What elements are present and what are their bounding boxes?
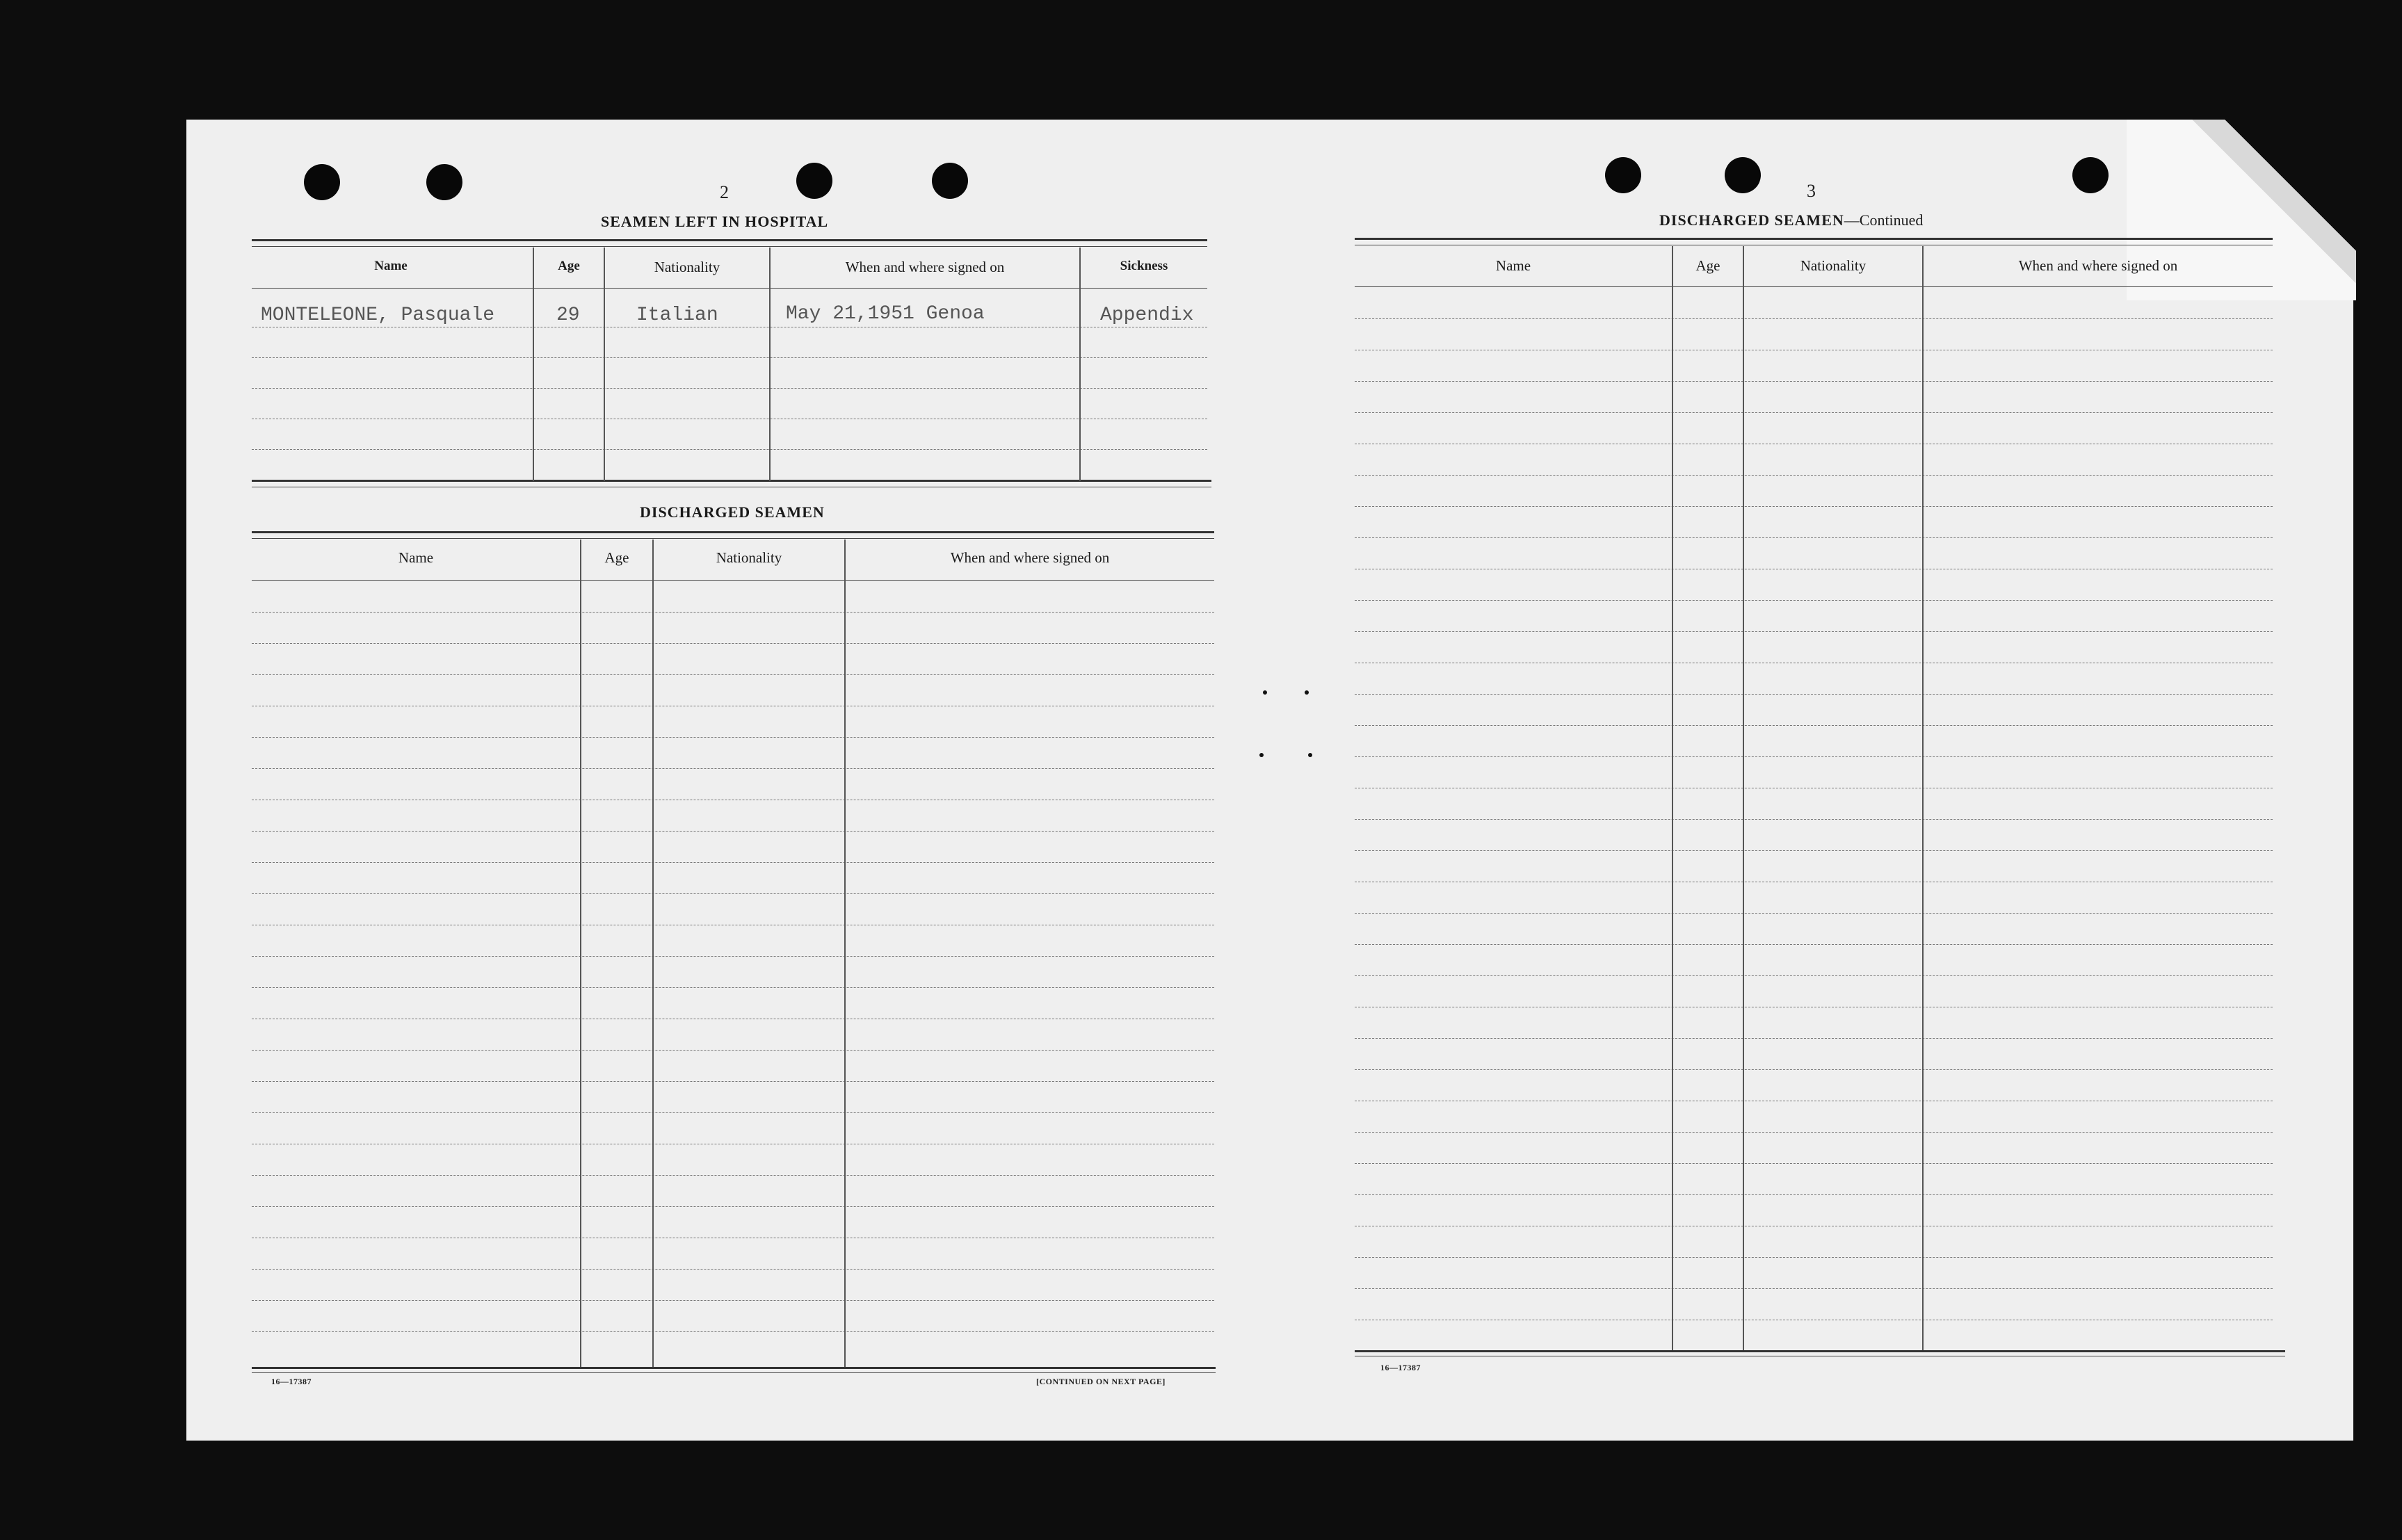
header-rule — [252, 288, 1207, 289]
col-divider — [1079, 248, 1081, 481]
col-header-age: Age — [558, 259, 580, 273]
col-header-sickness: Sickness — [1120, 259, 1168, 273]
col-divider — [604, 248, 605, 481]
entry-nationality: Italian — [636, 305, 718, 326]
col-header-name: Name — [374, 259, 408, 273]
col-divider — [580, 540, 581, 1368]
row-line — [252, 1175, 1214, 1176]
header-rule — [1355, 286, 2273, 287]
row-line — [252, 643, 1214, 644]
row-line — [1355, 756, 2273, 757]
rule — [252, 1367, 1216, 1369]
discharged-continued-title-main: DISCHARGED SEAMEN — [1659, 211, 1844, 229]
row-line — [1355, 506, 2273, 507]
row-line — [252, 893, 1214, 894]
row-line — [1355, 944, 2273, 945]
rule — [252, 531, 1214, 533]
row-line — [252, 674, 1214, 675]
entry-signed-on: May 21,1951 Genoa — [786, 303, 985, 325]
row-line — [1355, 1257, 2273, 1258]
ink-speck — [1263, 690, 1267, 695]
row-line — [1355, 537, 2273, 538]
col-header-signed-on: When and where signed on — [950, 549, 1110, 566]
rule — [1355, 238, 2273, 240]
punch-hole — [2072, 157, 2109, 193]
punch-hole — [426, 164, 462, 200]
ink-speck — [1308, 753, 1312, 757]
hospital-section-title: SEAMEN LEFT IN HOSPITAL — [601, 213, 829, 230]
punch-hole — [796, 163, 832, 199]
row-line — [252, 1050, 1214, 1051]
col-divider — [1672, 246, 1673, 1352]
discharged-continued-title — [1659, 211, 1923, 229]
row-line — [1355, 631, 2273, 632]
col-header-age: Age — [1695, 257, 1720, 274]
col-header-nationality: Nationality — [1800, 257, 1867, 274]
row-line — [1355, 381, 2273, 382]
col-header-nationality: Nationality — [716, 549, 782, 566]
continued-note: [CONTINUED ON NEXT PAGE] — [1036, 1377, 1166, 1386]
rule — [252, 1372, 1216, 1373]
row-line — [1355, 694, 2273, 695]
row-line — [252, 1269, 1214, 1270]
col-header-signed-on: When and where signed on — [845, 259, 1005, 275]
col-divider — [1743, 246, 1744, 1352]
row-line — [1355, 475, 2273, 476]
row-line — [252, 987, 1214, 988]
row-line — [1355, 1194, 2273, 1195]
rule — [252, 239, 1207, 241]
row-line — [1355, 1132, 2273, 1133]
discharged-section-title: DISCHARGED SEAMEN — [640, 503, 825, 521]
entry-sickness: Appendix — [1100, 305, 1194, 326]
row-line — [1355, 850, 2273, 851]
page-number-right: 3 — [1807, 181, 1816, 201]
ink-speck — [1305, 690, 1309, 695]
row-line — [252, 612, 1214, 613]
rule — [252, 480, 1211, 482]
row-line — [252, 1300, 1214, 1301]
row-line — [1355, 318, 2273, 319]
form-number-right: 16—17387 — [1380, 1363, 1421, 1372]
row-line — [252, 956, 1214, 957]
row-line — [1355, 600, 2273, 601]
col-divider — [1922, 246, 1924, 1352]
ink-speck — [1259, 753, 1264, 757]
row-line — [1355, 1038, 2273, 1039]
col-divider — [652, 540, 654, 1368]
punch-hole — [1725, 157, 1761, 193]
punch-hole — [304, 164, 340, 200]
row-line — [252, 831, 1214, 832]
col-header-signed-on: When and where signed on — [2018, 257, 2178, 274]
col-header-name: Name — [398, 549, 434, 566]
col-divider — [533, 248, 534, 481]
row-line — [252, 449, 1207, 450]
col-divider — [844, 540, 846, 1368]
form-number-left: 16—17387 — [271, 1377, 312, 1386]
row-line — [1355, 975, 2273, 976]
row-line — [1355, 913, 2273, 914]
row-line — [252, 1206, 1214, 1207]
row-line — [252, 862, 1214, 863]
page-number-left: 2 — [720, 182, 729, 202]
entry-age: 29 — [556, 305, 580, 326]
row-line — [1355, 1163, 2273, 1164]
col-divider — [769, 248, 771, 481]
rule — [252, 538, 1214, 539]
row-line — [1355, 819, 2273, 820]
entry-name: MONTELEONE, Pasquale — [261, 305, 495, 326]
row-line — [252, 1331, 1214, 1332]
row-line — [252, 737, 1214, 738]
rule — [1355, 1350, 2285, 1352]
col-header-age: Age — [604, 549, 629, 566]
row-line — [252, 388, 1207, 389]
form-sheet — [186, 120, 2353, 1441]
row-line — [252, 357, 1207, 358]
punch-hole — [1605, 157, 1641, 193]
row-line — [1355, 412, 2273, 413]
row-line — [252, 1081, 1214, 1082]
discharged-continued-suffix: —Continued — [1844, 211, 1924, 229]
row-line — [252, 768, 1214, 769]
header-rule — [252, 580, 1214, 581]
col-header-name: Name — [1495, 257, 1531, 274]
row-line — [1355, 725, 2273, 726]
rule — [252, 246, 1207, 247]
row-line — [1355, 1288, 2273, 1289]
punch-hole — [932, 163, 968, 199]
row-line — [252, 1112, 1214, 1113]
col-header-nationality: Nationality — [654, 259, 720, 275]
row-line — [1355, 1069, 2273, 1070]
